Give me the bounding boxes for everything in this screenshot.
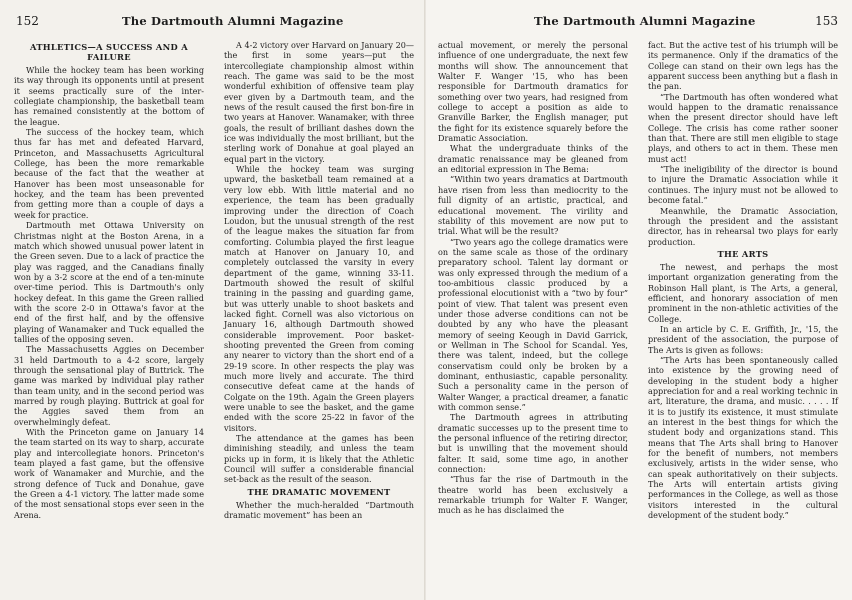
text-column <box>14 40 204 520</box>
paragraph: fact. But the active test of his triumph will be its permanence. Only if the dramatics of the College can stand on their own legs has the apparent success been anything but a flash in the pan. <box>648 40 838 92</box>
paragraph: The Dartmouth agrees in attributing dramatic successes up to the present time to the personal influence of the retiring director, but is unwilling that the movement should falter. It said, some time ago, in another connection: <box>438 412 628 475</box>
paragraph: The newest, and perhaps the most important organization generating from the Robinson Hall plant, is The Arts, a general, efficient, and honorary association of men prominent in the non-athletic activities of the College. <box>648 261 838 324</box>
page-number: 153 <box>815 14 838 28</box>
paragraph: “The ineligibility of the director is bound to injure the Dramatic Association while it continues. The injury must not be allowed to become fatal.” <box>648 164 838 206</box>
paragraph: In an article by C. E. Griffith, Jr., '15, the president of the association, the purpose of The Arts is given as follows: <box>648 323 838 355</box>
paragraph: The attendance at the games has been diminishing steadily, and unless the team picks up in form, it is likely that the Athletic Council will suffer a considerable financial set-back as the result of the season. <box>224 433 414 485</box>
text-column <box>224 40 414 520</box>
paragraph: Meanwhile, the Dramatic Association, through the president and the assistant director, has in rehearsal two plays for early production. <box>648 205 838 247</box>
paragraph: “The Dartmouth has often wondered what would happen to the dramatic renaissance when the present director should have left College. The crisis has come rather sooner than that. There are still men eligible to stage plays, and others to act in them. These men must act! <box>648 91 838 164</box>
section-heading: THE DRAMATIC MOVEMENT <box>247 486 391 497</box>
paragraph: “Within two years dramatics at Dartmouth have risen from less than mediocrity to the full dignity of an artistic, practical, and educational movement. The virility and stability of this movement are now put to trial. What will be the result? <box>438 174 628 237</box>
paragraph: A 4-2 victory over Harvard on January 20—the first in some years—put the intercollegiate championship almost within reach. The game was said to be the most wonderful exhibition of offensive team play ever given by a Dartmouth team, and the news of the result caused the first bon-fire in two years at Hanover. Wanamaker, with three goals, the result of brilliant dashes down the ice was individually the most brilliant, but the sterling work of Donahue at goal played an equal part in the victory. <box>224 40 414 164</box>
paragraph: “The Arts has been spontaneously called into existence by the growing need of developing in the student body a higher appreciation for and a real working technic in art, literature, the drama, and music. . . . . If it is to justify its existence, it must stimulate an interest in the best things for which the student body and organizations stand. This means that The Arts shall bring to Hanover for the benefit of numbers, not members exclusively, artists in the wider sense, who can speak authoritatively on their subjects. The Arts will entertain artists giving performances in the College, as well as those visitors interested in the cultural development of the student body.” <box>648 354 838 521</box>
right-page <box>426 0 852 600</box>
paragraph: Whether the much-heralded “Dartmouth dramatic movement” has been an <box>224 499 414 521</box>
text-column <box>438 40 628 516</box>
paragraph: While the hockey team was surging upward, the basketball team remained at a very low ebb. With little material and no experience, the team has been gradually improving under the direction of Coach Loudon, but the unusual strength of the rest of the league makes the situation far from comforting. Columbia played the first league match at Hanover on January 10, and completely outclassed the varsity in every department of the game, winning 33-11. Dartmouth showed the result of skilful training in the passing and guarding game, but was utterly unable to shoot baskets and lacked fight. Cornell was also victorious on January 16, although Dartmouth showed considerable improvement. Poor basket-shooting prevented the Green from coming any nearer to victory than the short end of a 29-19 score. In other respects the play was much more lively and accurate. The third consecutive defeat came at the hands of Colgate on the 19th. Again the Green players were unable to see the basket, and the game ended with the score 25-22 in favor of the visitors. <box>224 164 414 433</box>
paragraph: The Massachusetts Aggies on December 31 held Dartmouth to a 4-2 score, largely through the sensational play of Buttrick. The game was marked by individual play rather than team unity, and in the second period was marred by rough playing. Buttrick at goal for the Aggies saved them from an overwhelmingly defeat. <box>14 344 204 427</box>
paragraph: What the undergraduate thinks of the dramatic renaissance may be gleaned from an editorial expression in The Bema: <box>438 143 628 175</box>
paragraph: “Thus far the rise of Dartmouth in the theatre world has been exclusively a remarkable triumph for Walter F. Wanger, much as he has disclaimed the <box>438 474 628 516</box>
running-head: The Dartmouth Alumni Magazine <box>534 14 756 28</box>
paragraph: The success of the hockey team, which thus far has met and defeated Harvard, Princeton, and Massachusetts Agricultural College, has been the more remarkable because of the fact that the weather at Hanover has been most unseasonable for hockey, and the team has been prevented from getting more than a couple of days a week for practice. <box>14 127 204 220</box>
paragraph: While the hockey team has been working its way through its opponents until at present it seems practically sure of the inter-collegiate championship, the basketball team has remained consistently at the bottom of the league. <box>14 65 204 127</box>
section-heading: ATHLETICS—A SUCCESS AND A FAILURE <box>30 42 188 62</box>
running-head: The Dartmouth Alumni Magazine <box>122 14 344 28</box>
paragraph: Dartmouth met Ottawa University on Christmas night at the Boston Arena, in a match which showed unusual power latent in the Green seven. Due to a lack of practice the play was ragged, and the Canadians finally won by a 3-2 score at the end of a ten-minute over-time period. This is Dartmouth's only hockey defeat. In this game the Green rallied with the score 2-0 in Ottawa's favor at the end of the first half, and by the offensive playing of Wanamaker and Tuck equalled the tallies of the opposing seven. <box>14 220 204 344</box>
paragraph: actual movement, or merely the personal influence of one undergraduate, the next few months will show. The announcement that Walter F. Wanger '15, who has been responsible for Dartmouth dramatics for something over two years, had resigned from college to accept a position as aide to Granville Barker, the English manager, put the fight for its existence squarely before the Dramatic Association. <box>438 40 628 144</box>
text-column <box>648 40 838 520</box>
paragraph: With the Princeton game on January 14 the team started on its way to sharp, accurate play and intercollegiate honors. Princeton's team played a fast game, but the offensive work of Wanamaker and Murchie, and the strong defence of Tuck and Donahue, gave the Green a 4-1 victory. The latter made some of the most sensational stops ever seen in the Arena. <box>14 427 204 520</box>
page-number: 152 <box>16 14 39 28</box>
paragraph: “Two years ago the college dramatics were on the same scale as those of the ordinary preparatory school. Talent lay dormant or was only expressed through the medium of a too-ambitious classic produced by a professional elocutionist with a “two by four” point of view. That talent was present even under those adverse conditions can not be doubted by any who have the pleasant memory of seeing Keough in David Garrick, or Wellman in The School for Scandal. Yes, there was talent, indeed, but the college conservatism could only be broken by a dominant, enthusiastic, capable personality. Such a personality came in the person of Walter Wanger, a practical dreamer, a fanatic with common sense.” <box>438 236 628 413</box>
section-heading: THE ARTS <box>717 248 769 259</box>
